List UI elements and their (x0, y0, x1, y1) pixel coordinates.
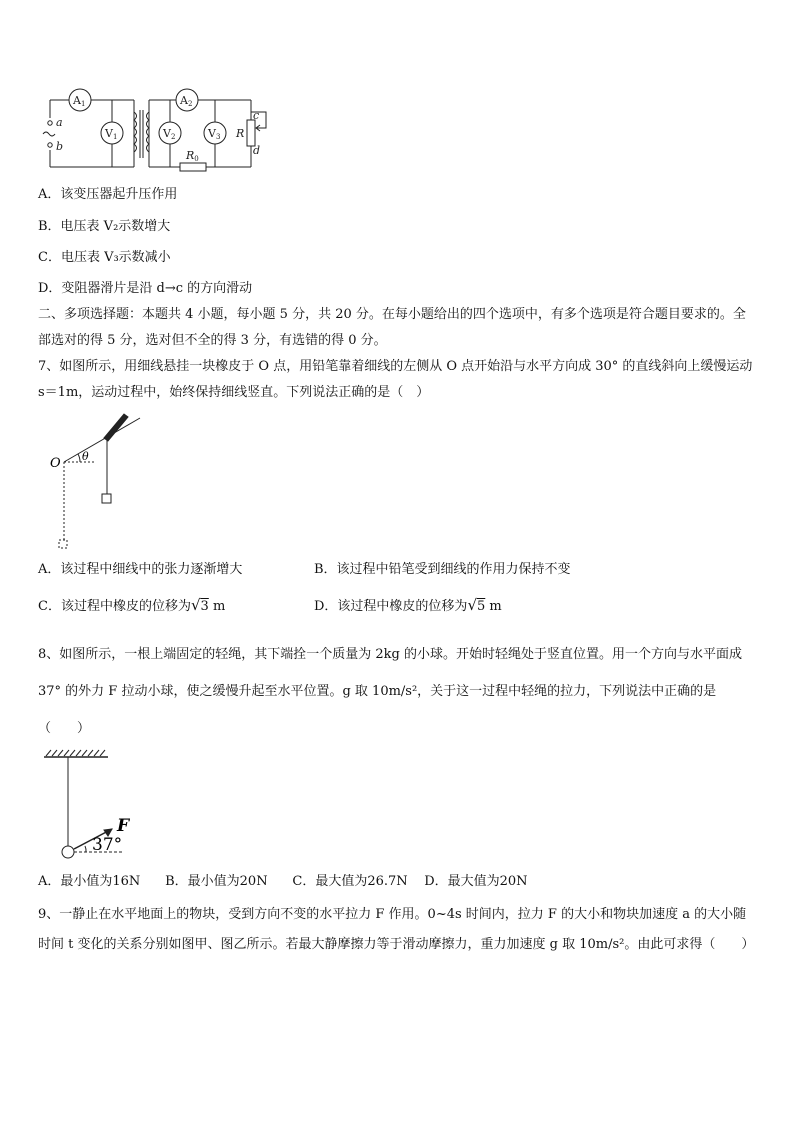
q7-option-b: B．该过程中铅笔受到细线的作用力保持不变 (314, 562, 571, 577)
q7-option-c: C．该过程中橡皮的位移为√3 m (38, 596, 226, 614)
q7-option-d: D．该过程中橡皮的位移为√5 m (314, 596, 502, 614)
question-8-text: 8、如图所示，一根上端固定的轻绳，其下端拴一个质量为 2kg 的小球。开始时轻绳处于竖直位置。用一个方向与水平面成 37° 的外力 F 拉动小球，使之缓慢升起至水平位置。g 取 10m/s²，关于这一过程中轻绳的拉力，下列说法中正确的是（ ） (38, 647, 743, 736)
question-7-text: 7、如图所示，用细线悬挂一块橡皮于 O 点，用铅笔靠着细线的左侧从 O 点开始沿与水平方向成 30° 的直线斜向上缓慢运动 s＝1m，运动过程中，始终保持细线竖直。下列说法正确的是（ ） (38, 359, 753, 400)
svg-text:d: d (253, 144, 261, 157)
svg-text:V3: V3 (208, 127, 221, 141)
svg-text:R: R (236, 127, 245, 140)
svg-text:R0: R0 (186, 149, 199, 163)
q6-option-d: D．变阻器滑片是沿 d→c 的方向滑动 (38, 281, 253, 296)
section-2-header: 二、多项选择题：本题共 4 小题，每小题 5 分，共 20 分。在每小题给出的四个选项中，有多个选项是符合题目要求的。全部选对的得 5 分，选对但不全的得 3 分，有选错的得 0 分。 (38, 307, 746, 348)
svg-text:V2: V2 (163, 127, 176, 141)
svg-text:V1: V1 (105, 127, 118, 141)
svg-text:A2: A2 (180, 94, 193, 108)
svg-text:b: b (56, 140, 64, 153)
ball (62, 846, 74, 858)
q6-option-a: A．该变压器起升压作用 (38, 187, 178, 202)
svg-text:c: c (253, 109, 260, 122)
question-9-text: 9、一静止在水平地面上的物块，受到方向不变的水平拉力 F 作用。0~4s 时间内，拉力 F 的大小和物块加速度 a 的大小随时间 t 变化的关系分别如图甲、图乙所示。若最大静摩擦力等于滑动摩擦力，重力加速度 g 取 10m/s²。由此可求得（ ） (38, 907, 755, 952)
svg-text:O: O (50, 456, 61, 471)
svg-text:θ: θ (82, 450, 89, 463)
svg-text:37°: 37° (92, 835, 123, 855)
q7-option-a: A．该过程中细线中的张力逐渐增大 (38, 562, 243, 577)
svg-text:a: a (56, 116, 63, 129)
svg-text:A1: A1 (73, 94, 86, 108)
q6-option-c: C．电压表 V₃示数减小 (38, 250, 171, 265)
q6-option-b: B．电压表 V₂示数增大 (38, 219, 171, 234)
q8-options: A．最小值为16N B．最小值为20N C．最大值为26.7N D．最大值为20N (38, 874, 528, 889)
svg-text:F: F (117, 816, 130, 836)
